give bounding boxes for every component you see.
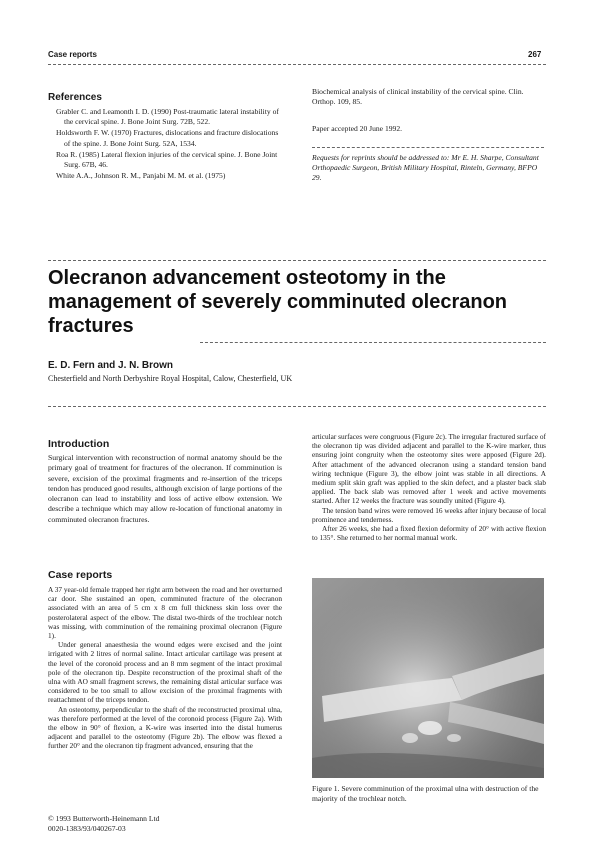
body-paragraph: After 26 weeks, she had a fixed flexion deformity of 20° with active flexion to 135°. She returned to her normal manual work. (312, 524, 546, 543)
reference-list (56, 107, 282, 182)
affiliation-rule (48, 406, 546, 407)
introduction-heading: Introduction (48, 438, 110, 450)
correspondence-note: Requests for reprints should be addressed to: Mr E. H. Sharpe, Consultant Orthopaedic Surgeon, British Military Hospital, Rinteln, Germany, BFPO 29. (312, 153, 539, 183)
article-title-line: management of severely comminuted olecranon (48, 291, 508, 313)
reference-item: Grabler C. and Leamonth I. D. (1990) Post-traumatic lateral instability of the cervical spine. J. Bone Joint Surg. 72B, 522. (56, 107, 279, 127)
accepted-date: Paper accepted 20 June 1992. (312, 124, 403, 133)
page-number: 267 (528, 50, 542, 59)
reference-continued: Biochemical analysis of clinical instability of the cervical spine. Clin. Orthop. 109, 85. (312, 87, 524, 107)
copyright-line: © 1993 Butterworth-Heinemann Ltd (48, 814, 160, 823)
body-paragraph: articular surfaces were congruous (Figure 2c). The irregular fractured surface of the olecranon tip was divided adjacent and parallel to the K-wire marker, thus ensuring joint congruity when the osteotomy sites were apposed (Figure 2d). After attachment of the advanced olecranon using a standard tension band wiring technique (Figure 3), the elbow joint was stable in all directions. A medium split skin graft was applied to the skin defect, and a plaster back slab applied. The back slab was removed after 1 week and active movements started. After 12 weeks the fracture was soundly united (Figure 4). (312, 432, 546, 506)
case-paragraph: A 37 year-old female trapped her right arm between the road and her overturned car door. She sustained an open, comminuted fracture of the olecranon associated with an area of 5 cm x 8 cm full thickness skin loss over the posterolateral aspect of the elbow. The distal two-thirds of the trochlear notch was missing, with comminution of the remaining proximal olecranon (Figure 1). (48, 585, 282, 641)
case-paragraph: An osteotomy, perpendicular to the shaft of the reconstructed proximal ulna, was therefore performed at the level of the coronoid process (Figure 2a). With the elbow in 90° of flexion, a K-wire was inserted into the distal humerus adjacent and parallel to the osteotomy (Figure 2b). The elbow was flexed a further 20° and the olecranon tip fragment advanced, ensuring that the (48, 704, 282, 751)
figure-1-caption: Figure 1. Severe comminution of the proximal ulna with destruction of the majority of the trochlear notch. (312, 784, 539, 804)
xray-illustration (312, 578, 544, 778)
authors: E. D. Fern and J. N. Brown (48, 360, 174, 371)
reference-item: White A.A., Johnson R. M., Panjabi M. M. et al. (1975) (56, 171, 226, 181)
figure-1-xray-image (312, 578, 544, 778)
header-rule (48, 64, 546, 65)
affiliation: Chesterfield and North Derbyshire Royal Hospital, Calow, Chesterfield, UK (48, 374, 293, 383)
right-column-text (312, 432, 546, 542)
case-reports-heading: Case reports (48, 569, 113, 581)
introduction-text: Surgical intervention with reconstruction of normal anatomy should be the primary goal of treatment for fractures of the olecranon. If comminution is severe, excision of the proximal fragments and re-insertion of the triceps tendon has produced good results, although excision of large portions of the olecranon can lead to instability and loss of active elbow extension. We describe a technique which may allow re-location of functional anatomy in comminuted olecranon fractures. (48, 453, 282, 524)
reference-item: Roa R. (1985) Lateral flexion injuries of the cervical spine. J. Bone Joint Surg. 67B, 46. (56, 149, 278, 170)
case-reports-text (48, 585, 282, 751)
references-heading: References (48, 92, 102, 103)
title-rule (48, 260, 546, 261)
article-title (48, 266, 548, 338)
case-paragraph: Under general anaesthesia the wound edges were excised and the joint irrigated with 2 litres of normal saline. Intact articular cartilage was present at the level of the coronoid process and an 8 mm segment of the intact proximal pole of the olecranon tip. Despite reconstruction of the proximal shaft of the ulna with AO small fragment screws, the remaining distal articular surface was considered to be too small to allow excision of the proximal fragments with reattachment of the triceps tendon. (48, 640, 282, 705)
reference-item: Holdsworth F. W. (1970) Fractures, dislocations and fracture dislocations of the spine. J. Bone Joint Surg. 52A, 1534. (56, 128, 279, 148)
body-paragraph: The tension band wires were removed 16 weeks after injury because of local prominence and tenderness. (312, 505, 546, 524)
running-head: Case reports (48, 50, 97, 59)
issn-line: 0020-1383/93/040267-03 (48, 824, 126, 833)
article-title-line: fractures (48, 315, 134, 337)
article-title-line: Olecranon advancement osteotomy in the (48, 267, 446, 289)
correspondence-rule (312, 147, 544, 148)
title-bottom-rule (200, 342, 546, 343)
